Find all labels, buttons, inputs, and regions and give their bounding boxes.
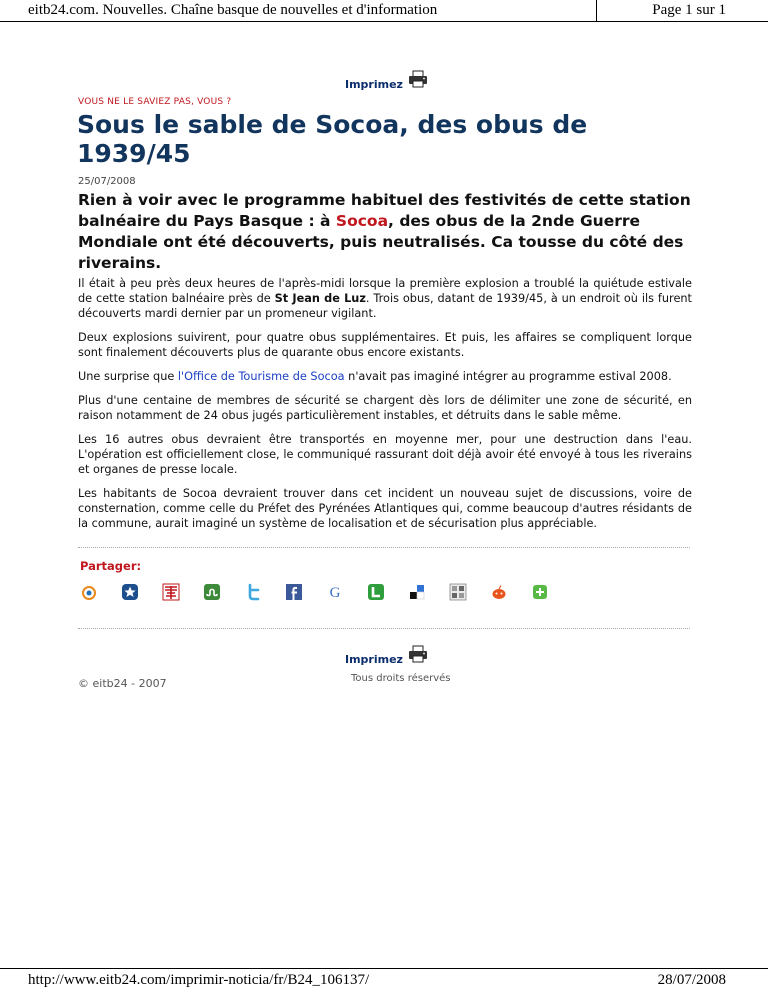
paragraph-3 (78, 369, 692, 384)
print-header-rule (0, 21, 768, 22)
tourism-office-link[interactable]: l'Office de Tourisme de Socoa (177, 370, 345, 383)
paragraph-6: Les habitants de Socoa devraient trouver dans cet incident un nouveau sujet de discussions, voire de consternation, comme celle du Préfet des Pyrénées Atlantiques qui, comme beaucoup d'autres résidants de la commune, aurait imaginé un système de localisation et de sécurisation plus appréciable. (78, 487, 692, 530)
copyright: © eitb24 - 2007 (78, 677, 167, 690)
twitter-icon[interactable] (244, 583, 262, 601)
facebook-icon[interactable] (285, 583, 303, 601)
print-header-title: eitb24.com. Nouvelles. Chaîne basque de nouvelles et d'information (28, 2, 438, 18)
article-lead (78, 190, 698, 274)
reddit-icon[interactable] (490, 583, 508, 601)
share-bottom-divider (78, 628, 690, 629)
print-footer-date: 28/07/2008 (657, 972, 726, 988)
technorati-icon[interactable] (367, 583, 385, 601)
lead-text-start: Rien à voir avec le programme habituel des festivités de cette station balnéaire du Pays Basque : à (78, 191, 691, 230)
paragraph-4: Plus d'une centaine de membres de sécurité se chargent dès lors de délimiter une zone de sécurité, en raison notamment de 24 obus jugés particulièrement instables, et détruits dans le sable même. (78, 394, 692, 422)
stumbleupon-icon[interactable] (203, 583, 221, 601)
lead-keyword-socoa[interactable]: Socoa (335, 212, 389, 230)
paragraph-2: Deux explosions suivirent, pour quatre obus supplémentaires. Et puis, les affaires se compliquent lorque sont finalement découverts plus de quarante obus encore existants. (78, 331, 692, 359)
digg-icon[interactable] (162, 583, 180, 601)
printer-icon[interactable] (408, 645, 428, 663)
paragraph-5: Les 16 autres obus devraient être transportés en moyenne mer, pour une destruction dans l'eau. L'opération est officiellement close, le communiqué rassurant doit déjà avoir été envoyé à tous les riverains et organes de presse locale. (78, 433, 692, 476)
print-header (0, 0, 768, 22)
print-link-top[interactable]: Imprimez (345, 78, 403, 91)
print-footer-url: http://www.eitb24.com/imprimir-noticia/fr/B24_106137/ (28, 972, 370, 988)
favorites-star-icon[interactable] (121, 583, 139, 601)
share-label: Partager: (80, 559, 142, 573)
article-title: Sous le sable de Socoa, des obus de 1939/45 (77, 110, 588, 168)
article-kicker: VOUS NE LE SAVIEZ PAS, VOUS ? (78, 97, 232, 107)
print-link-bottom[interactable]: Imprimez (345, 653, 403, 666)
google-icon[interactable] (326, 583, 344, 601)
lead-text-end: , des obus de la 2nde Guerre Mondiale ont été découverts, puis neutralisés. Ca tousse du côté des riverains. (78, 212, 684, 272)
print-footer-rule (0, 968, 768, 969)
paragraph-3-end: n'avait pas imaginé intégrer au programme estival 2008. (344, 370, 672, 383)
article-body (78, 276, 692, 540)
print-header-page: Page 1 sur 1 (652, 2, 726, 18)
google-icon-letter: G (329, 585, 341, 601)
share-top-divider (78, 547, 690, 548)
rss-icon[interactable] (80, 583, 98, 601)
paragraph-1-start: Il était à peu près deux heures de l'après-midi lorsque la première explosion a troublé la quiétude estivale de cette station balnéaire près de (78, 277, 692, 305)
place-st-jean-de-luz: St Jean de Luz (274, 292, 366, 305)
paragraph-1-end: . Trois obus, datant de 1939/45, à un endroit où ils furent découverts mardi dernier par un promeneur vigilant. (78, 292, 692, 320)
printer-icon[interactable] (408, 70, 428, 88)
delicious-icon[interactable] (408, 583, 426, 601)
rights-reserved: Tous droits réservés (351, 673, 451, 684)
article-date: 25/07/2008 (78, 176, 136, 187)
paragraph-1 (78, 276, 692, 321)
paragraph-3-start: Une surprise que (78, 370, 178, 383)
print-header-divider (596, 0, 597, 21)
add-more-icon[interactable] (531, 583, 549, 601)
meneame-icon[interactable] (449, 583, 467, 601)
